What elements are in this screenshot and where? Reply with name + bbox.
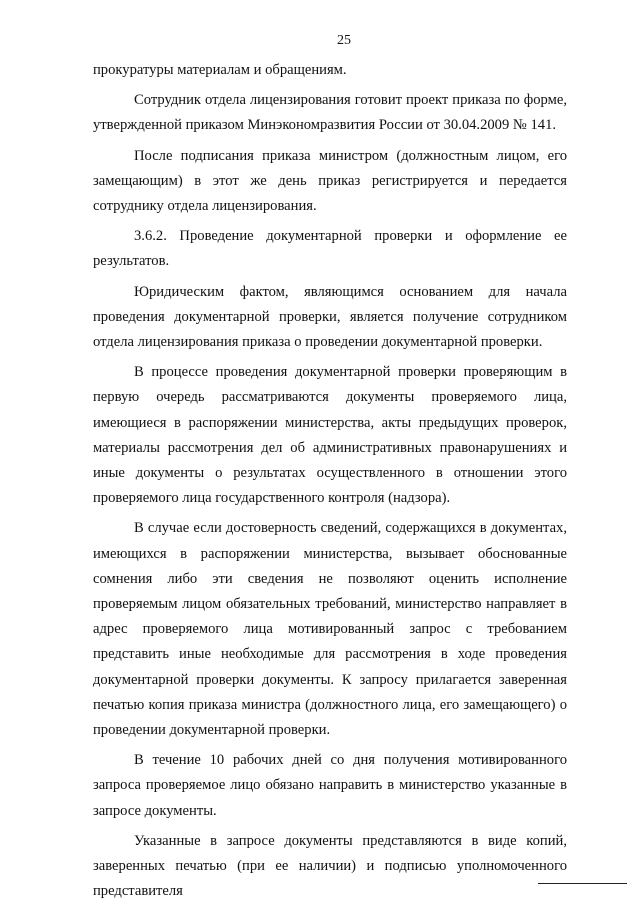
paragraph-order-preparation: Сотрудник отдела лицензирования готовит проект приказа по форме, утвержденной приказом Минэкономразвития России от 30.04.2009 № 141. — [93, 92, 567, 134]
page-number: 25 — [337, 33, 351, 48]
paragraph-ten-day-deadline: В течение 10 рабочих дней со дня получения мотивированного запроса проверяемое лицо обязано направить в министерство указанные в запросе документы. — [93, 752, 567, 819]
document-body — [93, 58, 567, 905]
paragraph-continuation: прокуратуры материалам и обращениям. — [93, 62, 347, 78]
paragraph-legal-fact: Юридическим фактом, являющимся основанием для начала проведения документарной проверки, является получение сотрудником отдела лицензирования приказа о проведении документарной проверки. — [93, 283, 567, 351]
footnote-separator-line — [538, 883, 627, 884]
paragraph-reasoned-request: В случае если достоверность сведений, содержащихся в документах, имеющихся в распоряжении министерства, вызывает обоснованные сомнения либо эти сведения не позволяют оценить исполнение проверяемым лицом обязательных требований, министерство направляет в адрес проверяемого лица мотивированный запрос с требованием представить иные необходимые для рассмотрения в ходе проведения документарной проверки документы. К запросу прилагается заверенная печатью копия приказа министра (должностного лица, его замещающего) о проведении документарной проверки. — [93, 520, 567, 739]
section-heading-3-6-2: 3.6.2. Проведение документарной проверки и оформление ее результатов. — [93, 228, 567, 270]
paragraph-order-registration: После подписания приказа министром (должностным лицом, его замещающим) в этот же день приказ регистрируется и передается сотруднику отдела лицензирования. — [93, 147, 567, 215]
paragraph-copies-certification: Указанные в запросе документы представляются в виде копий, заверенных печатью (при ее наличии) и подписью уполномоченного представителя — [93, 832, 567, 900]
paragraph-review-process: В процессе проведения документарной проверки проверяющим в первую очередь рассматриваются документы проверяемого лица, имеющиеся в распоряжении министерства, акты предыдущих проверок, материалы рассмотрения дел об административных правонарушениях и иные документы о результатах осуществленного в отношении этого проверяемого лица государственного контроля (надзора). — [93, 364, 567, 507]
